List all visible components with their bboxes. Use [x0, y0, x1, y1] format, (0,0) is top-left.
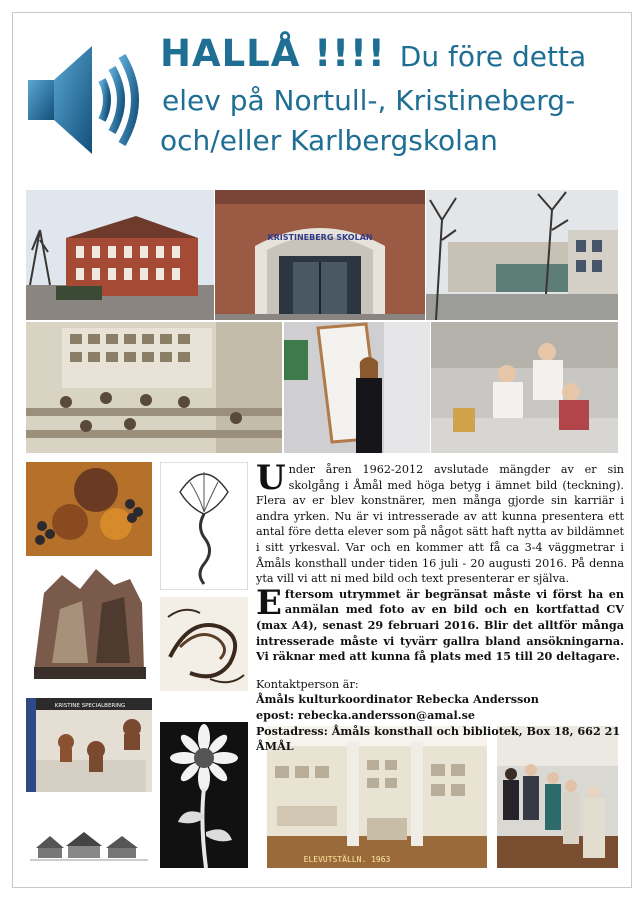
- artwork-braid-drawing: [160, 462, 248, 590]
- photo-school-buildings: [426, 190, 618, 320]
- article-text: [256, 458, 624, 755]
- contact-label: Kontaktperson är:: [256, 677, 359, 691]
- artwork-collage: [26, 563, 152, 691]
- artwork-village-sketch: [26, 798, 152, 868]
- photo-kristineberg-entrance: [215, 190, 425, 320]
- contact-name: Åmåls kulturkoordinator Rebecka Andersson: [256, 692, 539, 707]
- headline-line2: elev på Nortull-, Kristineberg-: [162, 84, 576, 117]
- dropcap-e: E: [256, 582, 282, 623]
- headline-hallo: HALLÅ !!!!: [160, 32, 386, 75]
- photo-drawing-classroom: [26, 322, 282, 453]
- exhibit-banner: KRISTINE SPECIALBERING: [54, 703, 126, 709]
- speaker-volume-icon: [26, 38, 148, 160]
- intro-paragraph: Under åren 1962-2012 avslutade mängder av er sin skolgång i Åmål med höga betyg i ämnet bild (teckning). Flera av er blev konstnärer, men många gjorde sin karriär i andra yrken. Nu är vi intresserade av att kunna presentera ett antal före detta elever som på något sätt haft nytta av bildämnet i sitt yrkesval. Var och en kommer att få ca 3-4 väggmetrar i Åmåls konsthall under tiden 16 juli - 20 augusti 2016. På denna yta vill vi att ni med bild och text presenterar er själva.: [256, 458, 624, 586]
- deadline-paragraph: Eftersom utrymmet är begränsat måste vi först ha en anmälan med foto av en bild och en kortfattad CV (max A4), senast 29 februari 2016. Blir det alltför många intresserade måste vi tyvärr gallra bland ansökningarna. Vi räknar med att kunna få plats med 15 till 20 deltagare.: [256, 582, 624, 664]
- svg-text:KRISTINEBERG SKOLAN: KRISTINEBERG SKOLAN: [267, 233, 373, 242]
- photo-pottery-class: [431, 322, 618, 453]
- contact-email[interactable]: epost: rebecka.andersson@amal.se: [256, 707, 476, 722]
- contact-address: Postadress: Åmåls konsthall och bibliotek, Box 18, 662 21 ÅMÅL: [256, 723, 621, 754]
- headline-line1: Du före detta: [399, 40, 587, 73]
- photo-sculpture-exhibit: [26, 698, 152, 792]
- photo-brick-school: [26, 190, 214, 320]
- dropcap-u: U: [256, 458, 286, 498]
- contact-block: [256, 677, 624, 755]
- headline-line3: och/eller Karlbergskolan: [160, 124, 498, 157]
- exhibit-caption: ELEVUTSTÄLLN. 1963: [303, 855, 391, 864]
- school-sign: [267, 233, 372, 242]
- photo-girl-painting: [284, 322, 430, 453]
- artwork-sunflower: [160, 722, 248, 868]
- artwork-swirl-drawing: [160, 597, 248, 691]
- headline: [160, 34, 630, 161]
- artwork-fruit-still-life: [26, 462, 152, 556]
